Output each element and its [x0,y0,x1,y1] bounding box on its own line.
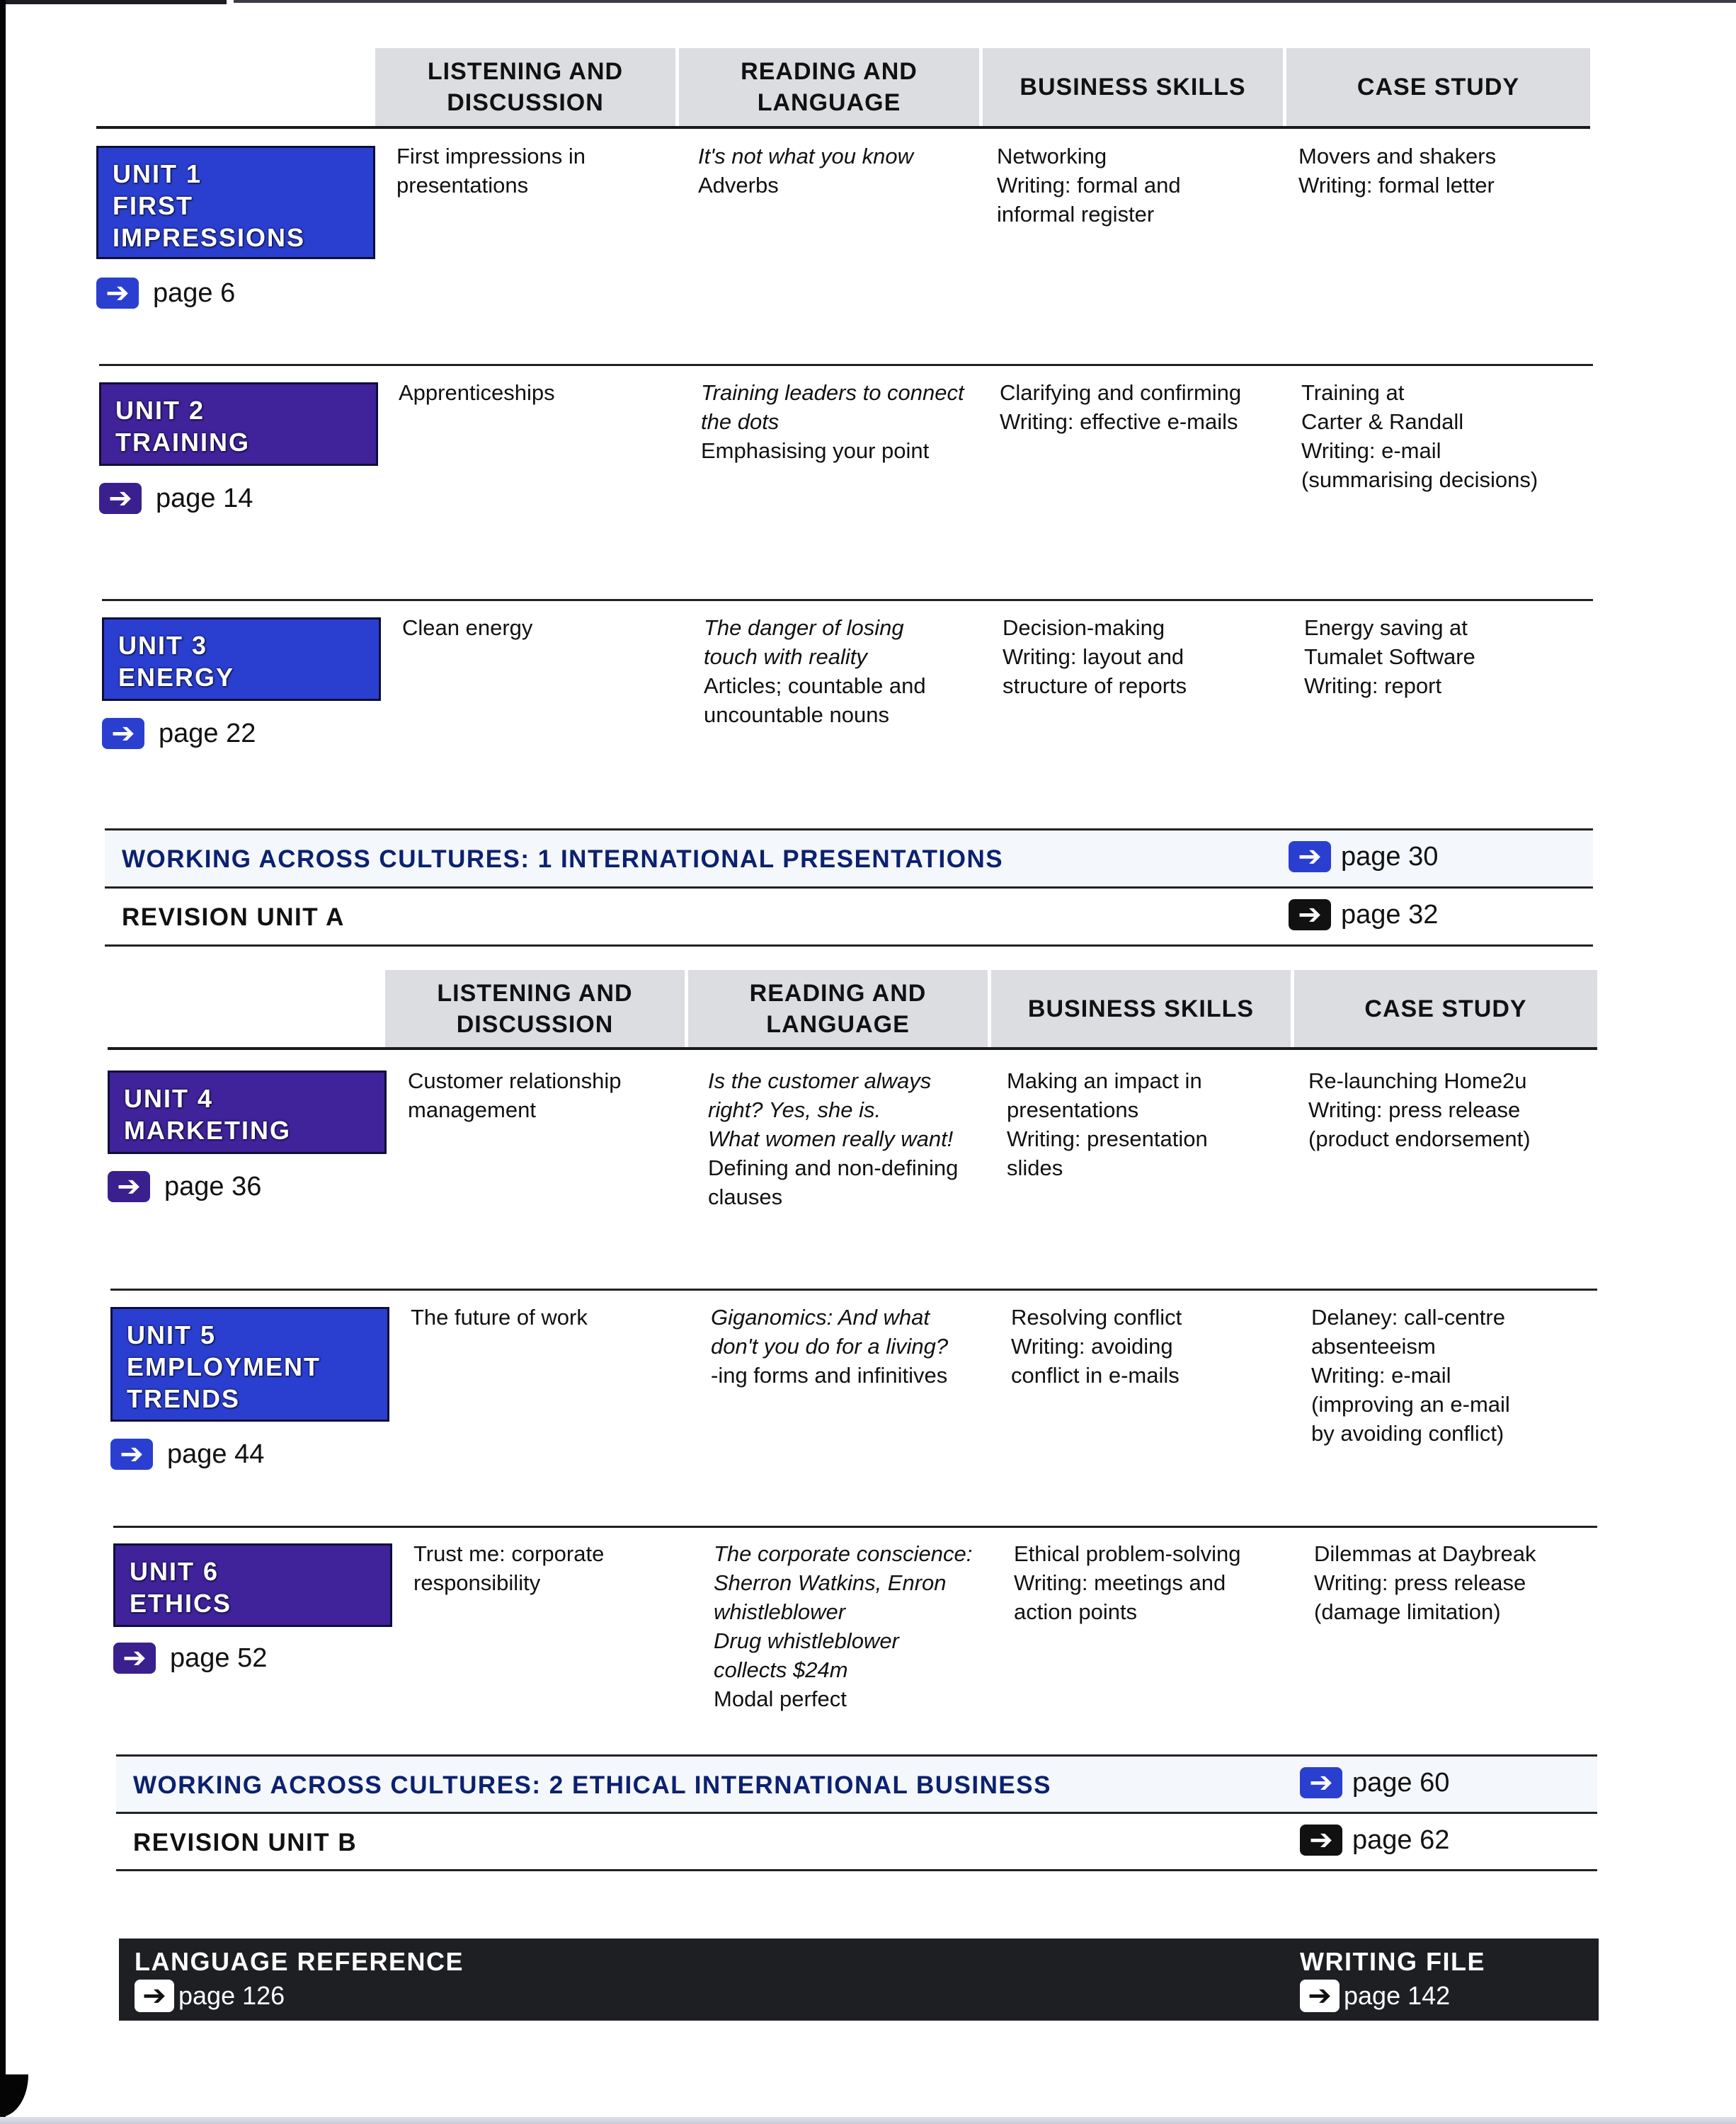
page-number: page 62 [1352,1825,1450,1855]
unit-title-box[interactable] [113,1543,392,1627]
column-header-business: BUSINESS SKILLS [991,970,1294,1048]
cell-line: Is the customer always [708,1068,932,1093]
cell-listening [396,142,687,200]
unit-page-link[interactable] [96,278,235,309]
cell-reading [711,1303,1001,1390]
page-number: page 60 [1352,1767,1450,1798]
cell-case-study [1311,1303,1601,1448]
page-link-culture-2[interactable] [1300,1767,1449,1798]
page-number: page 36 [164,1171,262,1201]
cell-line: The danger of losing [704,615,904,640]
cell-line: don't you do for a living? [711,1334,949,1359]
unit-title-line: UNIT 4 [124,1084,214,1113]
arrow-right-icon: ➔ [1289,899,1331,930]
cell-line: Delaney: call-centre [1311,1305,1505,1330]
arrow-right-icon: ➔ [1289,841,1331,872]
cell-line: presentations [1007,1097,1139,1122]
cell-reading [714,1539,1004,1713]
unit-divider [102,599,1593,601]
arrow-right-icon: ➔ [108,1171,150,1202]
column-headers-b [385,970,1597,1054]
cell-line: responsibility [413,1570,541,1595]
cell-line: collects $24m [714,1657,848,1682]
cell-line: Writing: effective e-mails [1000,409,1238,434]
cell-line: Emphasising your point [701,438,930,463]
cell-case-study [1301,378,1592,494]
column-header-business: BUSINESS SKILLS [983,48,1286,126]
unit-title-line: ETHICS [130,1589,232,1618]
column-header-reading: READING AND LANGUAGE [688,970,991,1048]
cell-line: structure of reports [1003,673,1187,698]
cell-listening [399,378,689,407]
arrow-right-icon: ➔ [135,1980,174,2012]
cell-line: Modal perfect [714,1686,847,1711]
cell-line: Ethical problem-solving [1014,1541,1241,1566]
cell-line: by avoiding conflict) [1311,1421,1504,1446]
cell-line: Training leaders to connect [701,380,964,405]
cell-line: touch with reality [704,644,867,669]
cell-line: Decision-making [1003,615,1165,640]
cell-case-study [1304,613,1594,700]
cell-line: Sherron Watkins, Enron [714,1570,947,1595]
cell-line: (improving an e-mail [1311,1392,1510,1417]
scan-edge-corner [0,2074,28,2117]
cell-reading [698,142,988,200]
cell-line: Writing: press release [1314,1570,1526,1595]
cell-business-skills [1014,1539,1304,1626]
cell-line: right? Yes, she is. [708,1097,881,1122]
page-link-culture-1[interactable] [1289,841,1438,872]
page-number: page 30 [1341,841,1439,872]
cell-line: management [408,1097,536,1122]
scan-edge-top [234,0,1736,3]
culture-title: WORKING ACROSS CULTURES: 2 ETHICAL INTERNATIONAL BUSINESS [133,1771,1051,1799]
cell-reading [704,613,994,729]
cell-line: Apprenticeships [399,380,555,405]
unit-title-line: IMPRESSIONS [113,223,306,252]
unit-title-line: EMPLOYMENT [127,1352,321,1381]
cell-line: Articles; countable and [704,673,926,698]
writing-file-title: WRITING FILE [1300,1947,1485,1976]
cell-listening [411,1303,701,1332]
scan-edge-left [0,0,6,2124]
unit-title-line: ENERGY [118,663,235,692]
unit-title-line: UNIT 5 [127,1320,217,1349]
page-link-language-reference[interactable] [135,1978,464,2014]
unit-divider [110,1289,1597,1291]
cell-reading [708,1066,998,1211]
unit-title-line: UNIT 3 [118,631,208,660]
cell-line: Making an impact in [1007,1068,1202,1093]
unit-title-line: UNIT 1 [113,159,202,188]
divider [105,944,1593,947]
unit-page-link[interactable] [108,1171,261,1202]
page-number: page 22 [159,718,256,748]
page-number: page 126 [178,1981,285,2010]
arrow-right-icon: ➔ [1300,1825,1342,1856]
arrow-right-icon: ➔ [102,718,144,749]
cell-line: (product endorsement) [1308,1126,1531,1151]
cell-line: Writing: e-mail [1311,1363,1451,1388]
cell-line: Customer relationship [408,1068,622,1093]
column-header-reading: READING AND LANGUAGE [679,48,983,126]
cell-line: Networking [997,144,1107,169]
cell-business-skills [997,142,1287,229]
cell-line: conflict in e-mails [1011,1363,1180,1388]
cell-line: action points [1014,1599,1138,1624]
scan-edge-top [0,0,227,4]
arrow-right-icon: ➔ [99,483,142,514]
cell-case-study [1298,142,1589,200]
cell-line: Resolving conflict [1011,1305,1182,1330]
cell-line: Movers and shakers [1298,144,1497,169]
writing-file[interactable] [1300,1946,1485,2014]
cell-line: presentations [396,173,529,198]
page-number: page 14 [156,483,253,513]
cell-line: Writing: formal and [997,173,1181,198]
cell-line: What women really want! [708,1126,954,1151]
cell-line: It's not what you know [698,144,914,169]
cell-line: Defining and non-defining [708,1155,959,1180]
page-number: page 52 [170,1643,268,1673]
scan-edge-bottom [0,2117,1736,2124]
culture-title: WORKING ACROSS CULTURES: 1 INTERNATIONAL PRESENTATIONS [122,845,1004,873]
unit-divider [113,1526,1597,1528]
cell-line: The future of work [411,1305,588,1330]
cell-line: the dots [701,409,780,434]
cell-line: absenteeism [1311,1334,1436,1359]
cell-business-skills [1003,613,1293,700]
unit-page-link[interactable] [102,718,256,749]
cell-line: Writing: press release [1308,1097,1521,1122]
unit-page-link[interactable] [113,1643,267,1674]
column-header-listening: LISTENING AND DISCUSSION [375,48,679,126]
cell-line: Writing: formal letter [1298,173,1495,198]
arrow-right-icon: ➔ [96,278,139,309]
cell-line: Writing: presentation [1007,1126,1208,1151]
cell-line: -ing forms and infinitives [711,1363,948,1388]
cell-line: Writing: e-mail [1301,438,1441,463]
arrow-right-icon: ➔ [1300,1767,1342,1798]
cell-line: whistleblower [714,1599,846,1624]
cell-line: Writing: avoiding [1011,1334,1173,1359]
cell-line: (summarising decisions) [1301,467,1538,492]
header-rule [108,1047,1597,1050]
cell-line: informal register [997,202,1155,227]
cell-listening [402,613,692,642]
page-link-writing-file[interactable] [1300,1978,1485,2014]
cell-line: clauses [708,1184,783,1209]
cell-line: Adverbs [698,173,779,198]
cell-business-skills [1000,378,1290,436]
cell-line: First impressions in [396,144,586,169]
cell-reading [701,378,991,465]
header-rule [96,126,1590,129]
cell-listening [413,1539,704,1597]
cell-line: Energy saving at [1304,615,1468,640]
cell-line: Dilemmas at Daybreak [1314,1541,1536,1566]
cell-line: Writing: report [1304,673,1442,698]
reference-footer [119,1939,1599,2021]
column-header-case-study: CASE STUDY [1294,970,1597,1048]
cell-line: Drug whistleblower [714,1628,899,1653]
cell-business-skills [1011,1303,1301,1390]
page-number: page 44 [167,1439,265,1469]
cell-line: Writing: layout and [1003,644,1184,669]
unit-divider [99,364,1593,366]
cell-line: (damage limitation) [1314,1599,1501,1624]
unit-title-line: TRAINING [115,428,250,457]
cell-line: Tumalet Software [1304,644,1475,669]
page-link-revision-b[interactable] [1300,1825,1449,1856]
arrow-right-icon: ➔ [113,1643,156,1674]
unit-title-line: UNIT 6 [130,1557,219,1586]
unit-title-box[interactable] [110,1307,389,1422]
revision-title: REVISION UNIT A [122,903,345,931]
column-headers-a [375,48,1590,132]
unit-title-line: TRENDS [127,1384,241,1413]
cell-line: uncountable nouns [704,702,890,727]
cell-line: Training at [1301,380,1405,405]
unit-title-line: MARKETING [124,1116,291,1145]
cell-line: Clarifying and confirming [1000,380,1242,405]
cell-line: Re-launching Home2u [1308,1068,1527,1093]
page-number: page 32 [1341,899,1439,930]
cell-line: Carter & Randall [1301,409,1464,434]
cell-line: The corporate conscience: [714,1541,973,1566]
cell-line: Trust me: corporate [413,1541,605,1566]
cell-line: Giganomics: And what [711,1305,930,1330]
revision-title: REVISION UNIT B [133,1829,358,1856]
unit-title-box[interactable] [96,146,375,259]
unit-title-box[interactable] [99,382,378,466]
unit-page-link[interactable] [99,483,253,514]
cell-line: slides [1007,1155,1063,1180]
cell-line: Clean energy [402,615,533,640]
cell-listening [408,1066,698,1124]
cell-business-skills [1007,1066,1297,1182]
arrow-right-icon: ➔ [110,1439,153,1470]
unit-page-link[interactable] [110,1439,264,1470]
column-header-case-study: CASE STUDY [1286,48,1590,126]
arrow-right-icon: ➔ [1300,1980,1340,2012]
language-reference-title: LANGUAGE REFERENCE [135,1947,464,1976]
page-number: page 142 [1344,1981,1451,2010]
page-number: page 6 [153,278,236,308]
unit-title-box[interactable] [108,1070,387,1154]
unit-title-line: UNIT 2 [115,396,205,425]
column-header-listening: LISTENING AND DISCUSSION [385,970,688,1048]
cell-case-study [1308,1066,1599,1153]
language-reference[interactable] [135,1946,464,2014]
unit-title-box[interactable] [102,617,381,701]
unit-title-line: FIRST [113,191,193,220]
cell-case-study [1314,1539,1604,1626]
cell-line: Writing: meetings and [1014,1570,1226,1595]
page-link-revision-a[interactable] [1289,899,1438,930]
divider [116,1869,1597,1871]
